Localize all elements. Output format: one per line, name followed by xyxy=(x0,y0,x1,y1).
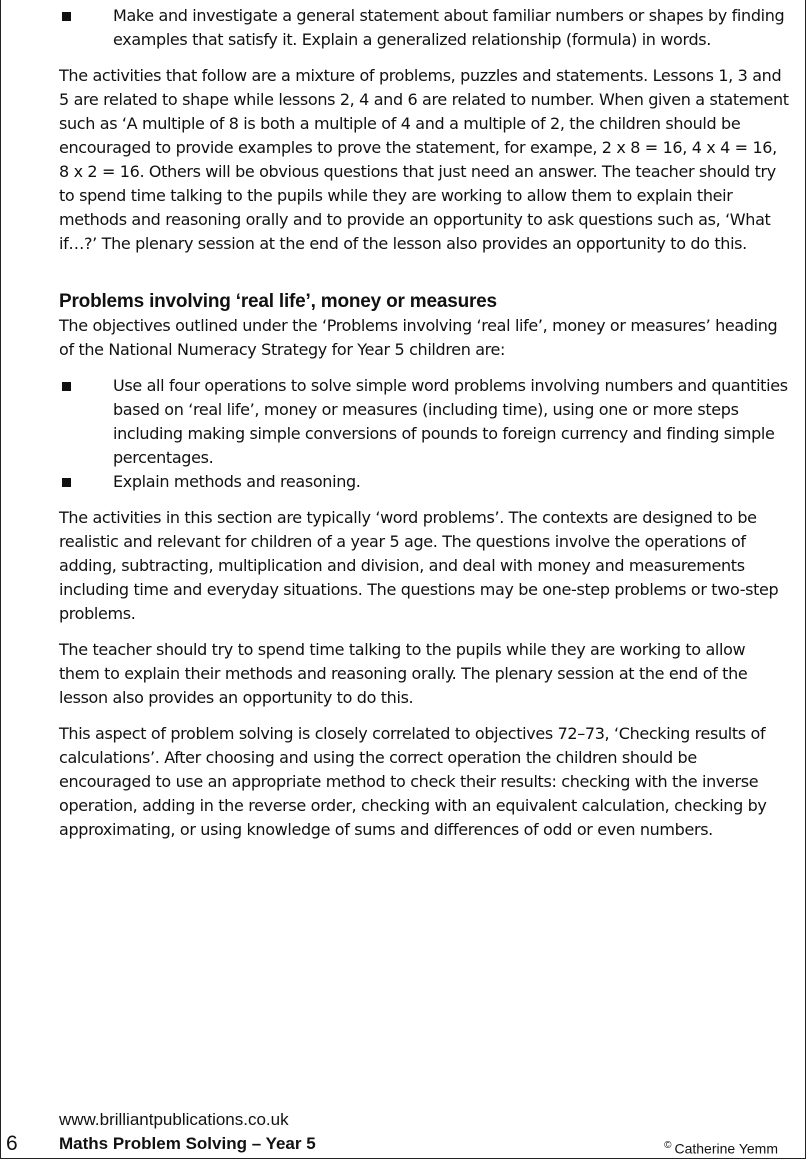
objective-bullet-item xyxy=(59,374,789,470)
footer-website-link[interactable]: www.brilliantpublications.co.uk xyxy=(59,1110,289,1129)
section-heading: Problems involving ‘real life’, money or measures xyxy=(59,291,497,312)
body-paragraph: This aspect of problem solving is closely correlated to objectives 72–73, ‘Checking results of calculations’. After choosing and using the correct operation the children should be encouraged to use an appropriate method to check their results: checking with the inverse operation, adding in the reverse order, checking with an equivalent calculation, checking by approximating, or using knowledge of sums and differences of odd or even numbers. xyxy=(59,724,767,839)
intro-bullet-text: Make and investigate a general statement about familiar numbers or shapes by finding examples that satisfy it. Explain a generalized relationship (formula) in words. xyxy=(113,6,785,49)
intro-bullet-list xyxy=(59,4,789,52)
author-name: Catherine Yemm xyxy=(674,1140,778,1157)
square-bullet-icon xyxy=(62,12,71,21)
book-title: Maths Problem Solving – Year 5 xyxy=(59,1134,316,1153)
body-paragraph: The activities in this section are typically ‘word problems’. The contexts are designed to be realistic and relevant for children of a year 5 age. The questions involve the operations of adding, subtracting, multiplication and division, and deal with money and measurements including time and everyday situations. The questions may be one-step problems or two-step problems. xyxy=(59,508,779,623)
page-content xyxy=(59,4,789,854)
objective-bullet-item xyxy=(59,470,789,494)
intro-paragraph: The activities that follow are a mixture of problems, puzzles and statements. Lessons 1, 3 and 5 are related to shape while lessons 2, 4 and 6 are related to number. When given a statement such as ‘A multiple of 8 is both a multiple of 4 and a multiple of 2, the children should be encouraged to provide examples to prove the statement, for exampe, 2 x 8 = 16, 4 x 4 = 16, 8 x 2 = 16. Others will be obvious questions that just need an answer. The teacher should try to spend time talking to the pupils while they are working to allow them to explain their methods and reasoning orally and to provide an opportunity to ask questions such as, ‘What if…?’ The plenary session at the end of the lesson also provides an opportunity to do this. xyxy=(59,66,789,253)
square-bullet-icon xyxy=(62,478,71,487)
square-bullet-icon xyxy=(62,382,71,391)
copyright-notice xyxy=(664,1137,778,1158)
objectives-bullet-list xyxy=(59,374,789,494)
page-number: 6 xyxy=(6,1132,18,1155)
copyright-icon: © xyxy=(664,1140,672,1151)
body-paragraph: The teacher should try to spend time talking to the pupils while they are working to allow them to explain their methods and reasoning orally. The plenary session at the end of the lesson also provides an opportunity to do this. xyxy=(59,640,748,707)
section-intro: The objectives outlined under the ‘Problems involving ‘real life’, money or measures’ heading of the National Numeracy Strategy for Year 5 children are: xyxy=(59,316,778,359)
intro-bullet-item xyxy=(59,4,789,52)
objective-bullet-text: Use all four operations to solve simple word problems involving numbers and quantities based on ‘real life’, money or measures (including time), using one or more steps including making simple conversions of pounds to foreign currency and finding simple percentages. xyxy=(113,376,788,467)
objective-bullet-text: Explain methods and reasoning. xyxy=(113,472,361,491)
